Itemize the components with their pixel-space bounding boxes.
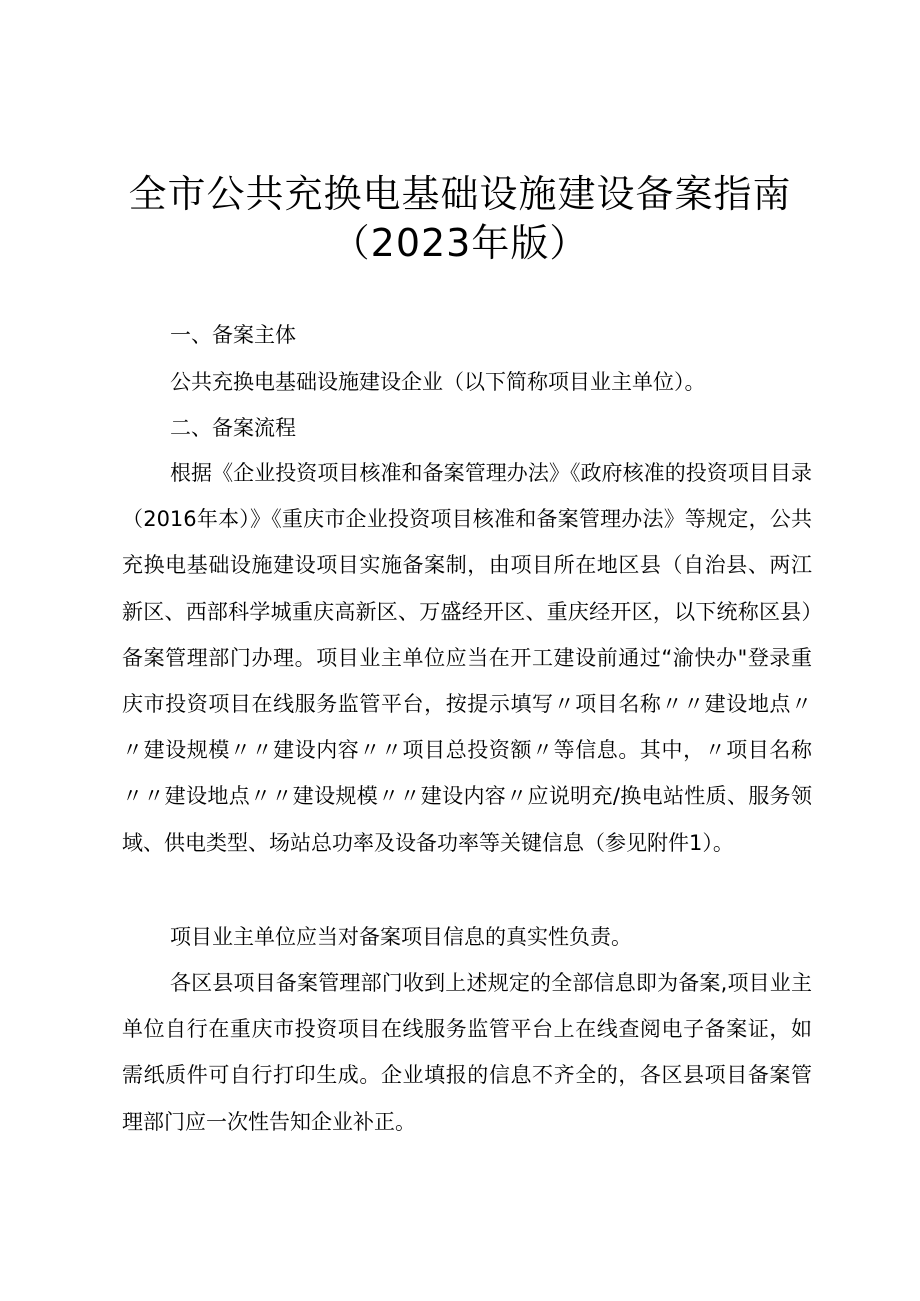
section-body-filing-subject: 公共充换电基础设施建设企业（以下简称项目业主单位）。 xyxy=(170,370,706,394)
paragraph-filing-rules: 根据《企业投资项目核准和备案管理办法》《政府核准的投资项目目录（2016年本）》《重庆市企业投资项目核准和备案管理办法》等规定，公共充换电基础设施建设项目实施备案制，由项目所在地区县（自治县、两江新区、西部科学城重庆高新区、万盛经开区、重庆经开区，以下统称区县）备案管理部门办理。项目业主单位应当在开工建设前通过“渝快办"登录重庆市投资项目在线服务监管平台，按提示填写〃项目名称〃〃建设地点〃〃建设规模〃〃建设内容〃〃项目总投资额〃等信息。其中，〃项目名称〃〃建设地点〃〃建设规模〃〃建设内容〃应说明充/换电站性质、服务领域、供电类型、场站总功率及设备功率等关键信息（参见附件1）。 xyxy=(122,461,812,855)
paragraph-responsibility: 项目业主单位应当对备案项目信息的真实性负责。 xyxy=(170,925,632,949)
section-heading-filing-subject: 一、备案主体 xyxy=(170,323,296,347)
section-heading-filing-process: 二、备案流程 xyxy=(170,416,296,440)
paragraph-filing-completion: 各区县项目备案管理部门收到上述规定的全部信息即为备案,项目业主单位自行在重庆市投资项目在线服务监管平台上在线查阅电子备案证，如需纸质件可自行打印生成。企业填报的信息不齐全的，各区县项目备案管理部门应一次性告知企业补正。 xyxy=(122,971,812,1134)
document-title: 全市公共充换电基础设施建设备案指南 xyxy=(128,172,792,216)
document-subtitle-edition: （2023年版） xyxy=(331,221,589,265)
